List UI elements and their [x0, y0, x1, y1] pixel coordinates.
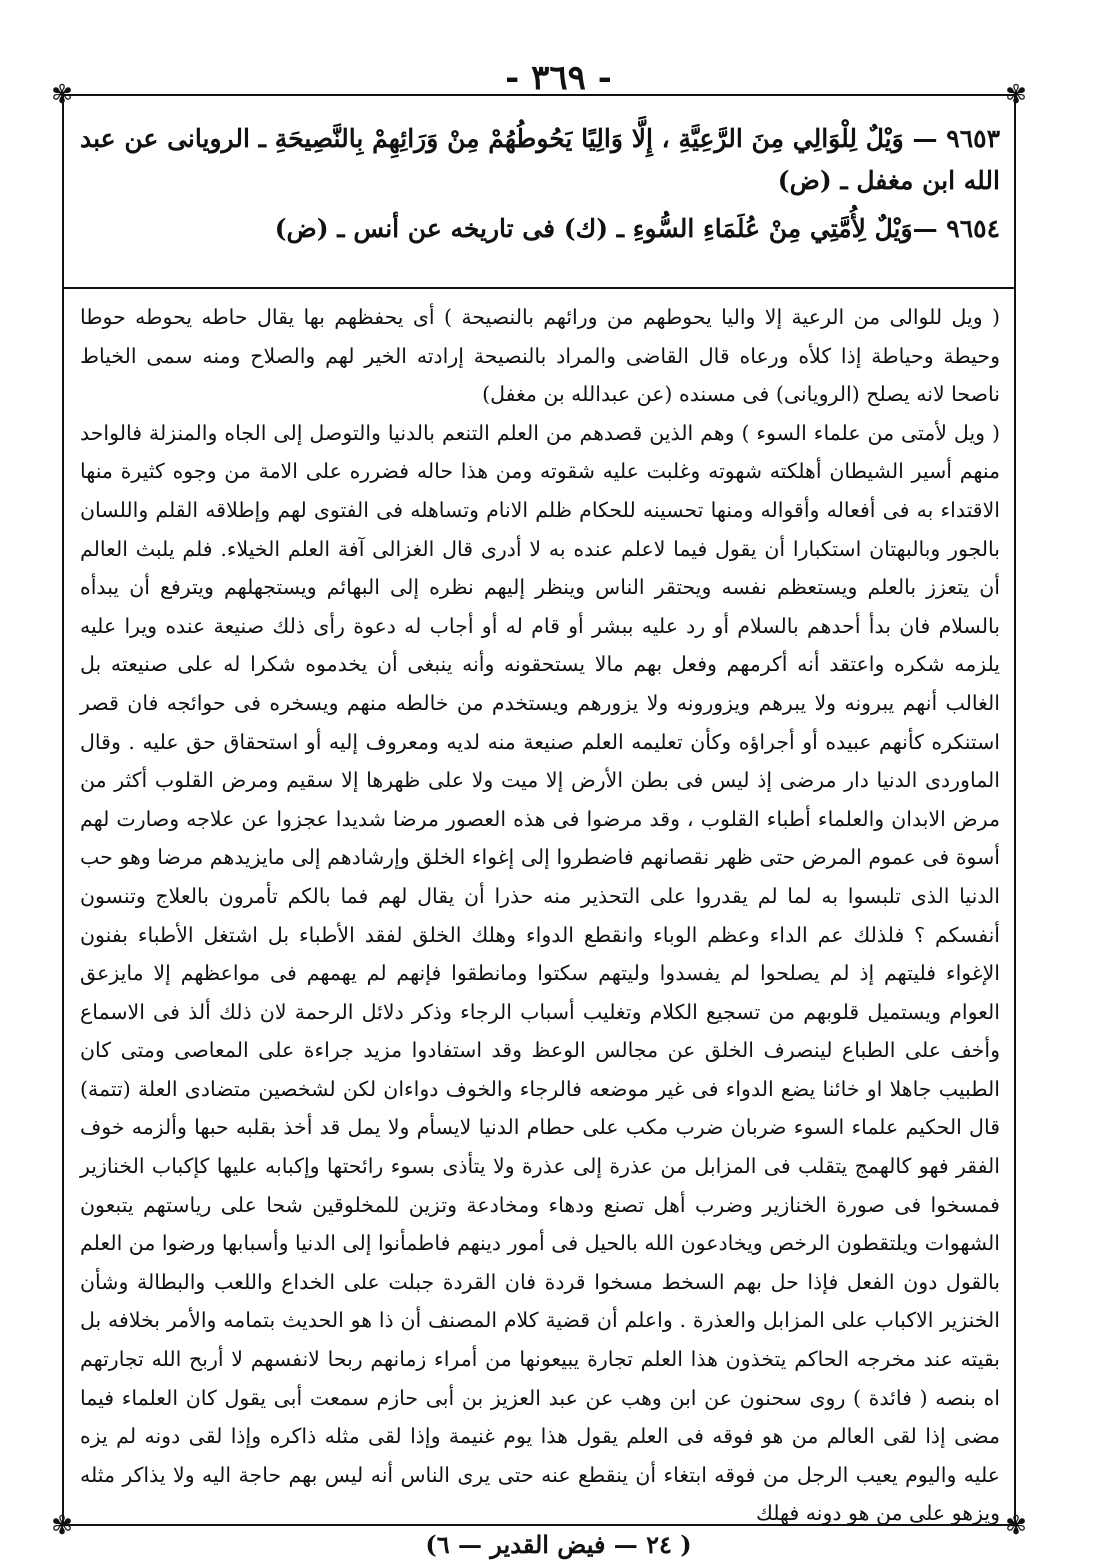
- corner-ornament-icon: ✾: [51, 1511, 73, 1541]
- corner-ornament-icon: ✾: [1005, 1511, 1027, 1541]
- page-footer: ( ٢٤ — فيض القدير — ٦): [425, 1530, 692, 1559]
- corner-ornament-icon: ✾: [1005, 80, 1027, 110]
- hadith-9654: ٩٦٥٤ —وَيْلٌ لِأُمَّتِي مِنْ عُلَمَاءِ السُّوءِ ـ (ك) فى تاريخه عن أنس ـ (ض): [274, 214, 1000, 243]
- commentary-paragraph: ( ويل للوالى من الرعية إلا واليا يحوطهم من ورائهم بالنصيحة ) أى يحفظهم بها يقال حاطه يحوطه حوطا وحيطة وحياطة إذا كلأه ورعاه قال القاضى والمراد بالنصيحة إرادته الخير لهم والصلاح ومنه سمى الخياط ناصحا لانه يصلح (الرويانى) فى مسنده (عن عبدالله بن مغفل): [80, 305, 1000, 407]
- commentary-paragraph: ( ويل لأمتى من علماء السوء ) وهم الذين قصدهم من العلم التنعم بالدنيا والتوصل إلى الجاه والمنزلة فالواحد منهم أسير الشيطان أهلكته شهوته وغلبت عليه شقوته ومن هذا حاله فضرره على الامة من وجوه كثيرة منها الاقتداء به فى أفعاله وأقواله ومنها تحسينه للحكام ظلم الانام وتساهله فى الفتوى لهم وإطلاقه القلم واللسان بالجور وبالبهتان استكبارا أن يقول فيما لاعلم عنده به لا أدرى قال الغزالى آفة العلم الخيلاء. فلم يلبث العالم أن يتعزز بالعلم ويستعظم نفسه ويحتقر الناس وينظر إليهم نظره إلى البهائم ويستجهلهم ويترفع أن يبدأه بالسلام فان بدأ أحدهم بالسلام أو رد عليه ببشر أو قام له أو أجاب له دعوة رأى ذلك صنيعة عنده ويرا عليه يلزمه شكره واعتقد أنه أكرمهم وفعل بهم مالا يستحقونه وأنه ينبغى أن يخدموه شكرا له على صنيعته بل الغالب أنهم يبرونه ولا يبرهم ويزورونه ولا يزورهم ويستخدم من خالطه منهم ويسخره فى حوائجه فان قصر استنكره كأنهم عبيده أو أجراؤه وكأن تعليمه العلم صنيعة منه لديه ومعروف إليه أو استحقاق حق عليه . وقال الماوردى الدنيا دار مرضى إذ ليس فى بطن الأرض إلا ميت ولا على ظهرها إلا سقيم ومرض القلوب أكثر من مرض الابدان والعلماء أطباء القلوب ، وقد مرضوا فى هذه العصور مرضا شديدا عجزوا عن علاجه وصارت لهم أسوة فى عموم المرض حتى ظهر نقصانهم فاضطروا إلى إغواء الخلق وإرشادهم إلى مايزيدهم مرضا وهو حب الدنيا الذى تلبسوا به لما لم يقدروا على التحذير منه حذرا أن يقال لهم فما بالكم تأمرون بالعلاج وتنسون أنفسكم ؟ فلذلك عم الداء وعظم الوباء وانقطع الدواء وهلك الخلق لفقد الأطباء بل اشتغل الأطباء بفنون الإغواء فليتهم إذ لم يصلحوا لم يفسدوا وليتهم سكتوا ومانطقوا فإنهم لم يهمهم فى مواعظهم إلا مايزعق العوام ويستميل قلوبهم من تسجيع الكلام وتغليب أسباب الرجاء وذكر دلائل الرحمة لان ذلك ألذ فى الاسماع وأخف على الطباع لينصرف الخلق عن مجالس الوعظ وقد استفادوا مزيد جراءة على المعاصى ومتى كان الطبيب جاهلا او خائنا يضع الدواء فى غير موضعه فالرجاء والخوف دواءان لكن لشخصين متضادى العلة (تتمة) قال الحكيم علماء السوء ضربان ضرب مكب على حطام الدنيا لايسأم ولا يمل قد أخذ بقلبه حبها وألزمه خوف الفقر فهو كالهمج يتقلب فى المزابل من عذرة إلى عذرة ولا يتأذى بسوء رائحتها وإكبابه عليها كإكباب الخنازير فمسخوا فى صورة الخنازير وضرب أهل تصنع ودهاء ومخادعة وتزين للمخلوقين شحا على رياستهم يتبعون الشهوات ويلتقطون الرخص ويخادعون الله بالحيل فى أمور دينهم فاطمأنوا إلى الدنيا وأسبابها ورضوا من العلم بالقول دون الفعل فإذا حل بهم السخط مسخوا قردة فان القردة جبلت على الخداع واللعب والبطالة وشأن الخنزير الاكباب على المزابل والعذرة . واعلم أن قضية كلام المصنف أن ذا هو الحديث بتمامه والأمر بخلافه بل بقيته عند مخرجه الحاكم يتخذون هذا العلم تجارة يبيعونها من أمراء زمانهم ربحا لانفسهم لا أربح الله تجارتهم اه بنصه ( فائدة ) روى سحنون عن ابن وهب عن عبد العزيز بن أبى حازم سمعت أبى يقول كان العلماء فيما مضى إذا لقى العالم من هو فوقه فى العلم يقول هذا يوم غنيمة وإذا لقى مثله ذاكره وإذا لقى دونه لم يزه عليه واليوم يعيب الرجل من فوقه ابتغاء أن ينقطع عنه حتى يرى الناس أنه ليس بهم حاجة اليه ولا يذاكر مثله ويزهو على من هو دونه فهلك: [80, 420, 1001, 1526]
- section-divider: [64, 287, 1014, 289]
- commentary-section: [80, 298, 1000, 1533]
- corner-ornament-icon: ✾: [51, 80, 73, 110]
- hadith-section: [80, 118, 1000, 256]
- hadith-9653: ٩٦٥٣ — وَيْلٌ لِلْوَالِي مِنَ الرَّعِيَّةِ ، إِلَّا وَالِيًا يَحُوطُهُمْ مِنْ وَرَائِهِمْ بِالنَّصِيحَةِ ـ الرويانى عن عبد الله ابن مغفل ـ (ض): [80, 124, 1000, 195]
- page-number: - ٣٦٩ -: [505, 58, 612, 98]
